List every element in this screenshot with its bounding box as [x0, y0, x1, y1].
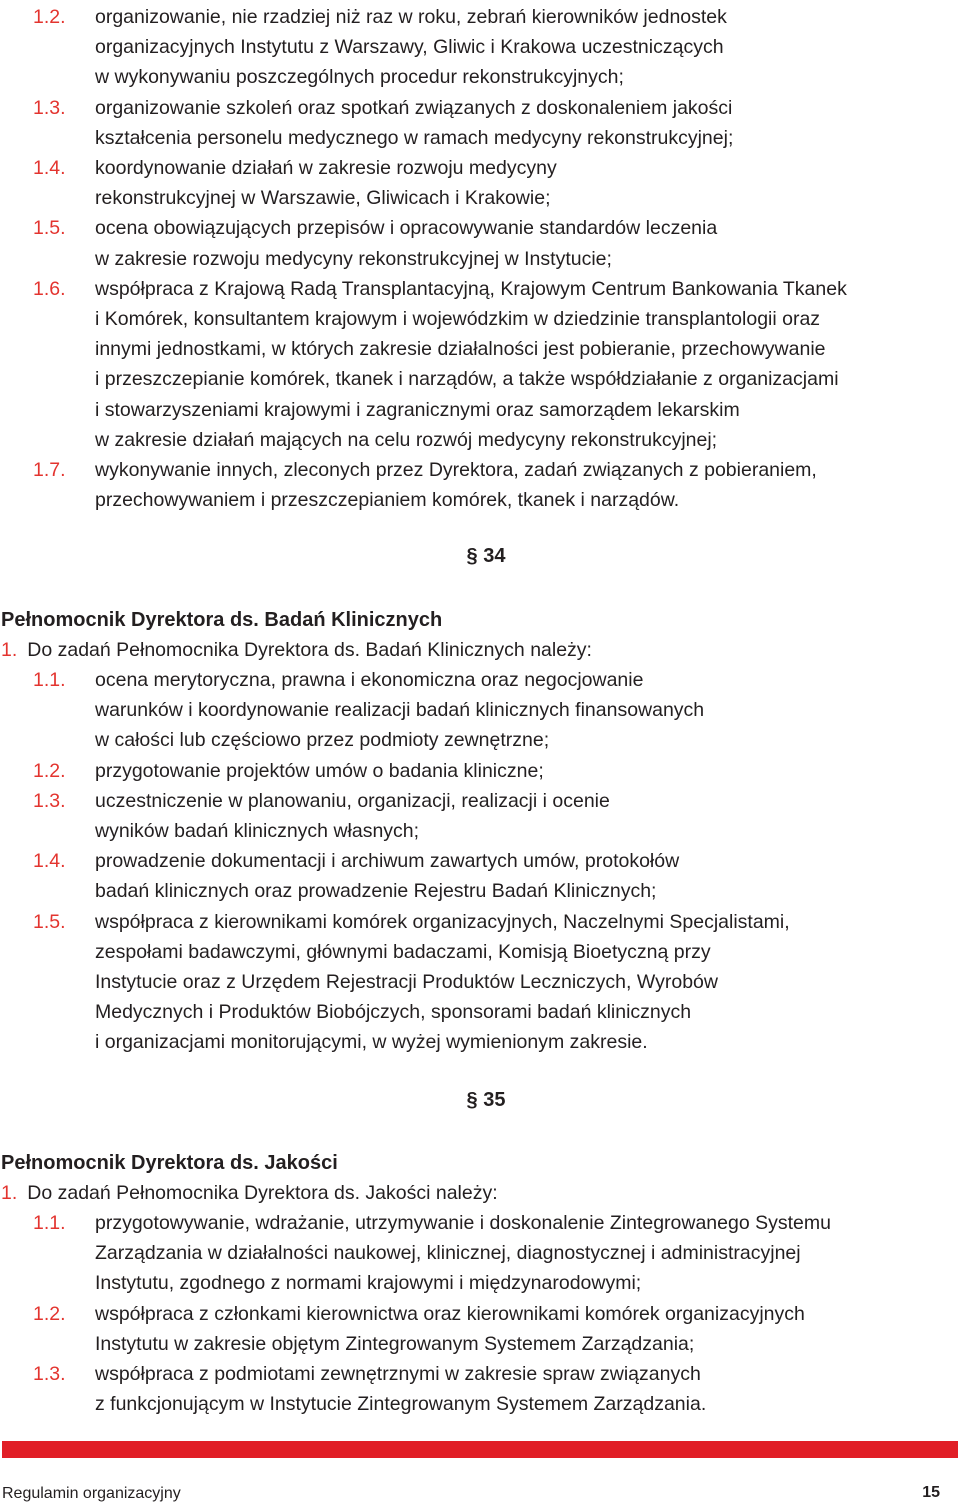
sub-text: Do zadań Pełnomocnika Dyrektora ds. Badań Klinicznych należy:: [27, 639, 592, 661]
item-number: 1.3.: [33, 96, 66, 119]
list-top: [0, 2, 960, 515]
list-item: [0, 1208, 960, 1299]
item-text: organizowanie, nie rzadziej niż raz w roku, zebrań kierowników jednostek organizacyjnych Instytutu z Warszawy, Gliwic i Krakowa uczestniczących w wykonywaniu poszczególnych procedur rekonstrukcyjnych;: [95, 6, 727, 89]
list-item: [0, 1359, 960, 1419]
item-number: 1.2.: [33, 6, 66, 28]
paragraph-34: [0, 545, 960, 568]
item-number: 1.6.: [33, 277, 66, 300]
section-subheading: [0, 635, 960, 665]
item-number: 1.3.: [33, 1363, 66, 1386]
item-text: uczestniczenie w planowaniu, organizacji, realizacji i ocenie wyników badań klinicznych własnych;: [95, 789, 610, 843]
item-text: ocena merytoryczna, prawna i ekonomiczna oraz negocjowanie warunków i koordynowanie realizacji badań klinicznych finansowanych w całości lub częściowo przez podmioty zewnętrzne;: [95, 669, 705, 752]
item-text: współpraca z podmiotami zewnętrznymi w zakresie spraw związanych z funkcjonującym w Instytucie Zintegrowanym Systemem Zarządzania.: [95, 1363, 707, 1416]
list-item: [0, 846, 960, 906]
list-item: [0, 786, 960, 846]
footer-title: Regulamin organizacyjny: [2, 1485, 181, 1502]
item-text: współpraca z członkami kierownictwa oraz kierownikami komórek organizacyjnych Instytutu w zakresie objętym Zintegrowanym Systemem Zarządzania;: [95, 1302, 805, 1355]
item-number: 1.3.: [33, 789, 66, 812]
list-item: [0, 153, 960, 213]
list-item: [0, 756, 960, 786]
list-item: [0, 907, 960, 1058]
list-item: [0, 1299, 960, 1359]
item-text: współpraca z Krajową Radą Transplantacyjną, Krajowym Centrum Bankowania Tkanek i Komórek, konsultantem krajowym i wojewódzkim w dziedzinie transplantologii oraz innymi jednostkami, w których zakresie działalności jest pobieranie, przechowywanie i przeszczepianie komórek, tkanek i narządów, a także współdziałanie z organizacjami i stowarzyszeniami krajowymi i zagranicznymi oraz samorządem lekarskim w zakresie działań mających na celu rozwój medycyny rekonstrukcyjnej;: [95, 277, 847, 451]
item-number: 1.1.: [33, 1212, 66, 1234]
section-heading: Pełnomocnik Dyrektora ds. Badań Klinicznych: [1, 609, 443, 631]
item-text: ocena obowiązujących przepisów i opracowywanie standardów leczenia w zakresie rozwoju medycyny rekonstrukcyjnej w Instytucie;: [95, 217, 718, 270]
page-number: 15: [922, 1484, 940, 1501]
item-text: przygotowywanie, wdrażanie, utrzymywanie i doskonalenie Zintegrowanego Systemu Zarządzania w działalności naukowej, klinicznej, diagnostycznej i administracyjnej Instytutu, zgodnego z normami krajowymi i międzynarodowymi;: [95, 1212, 831, 1295]
sub-number: 1.: [1, 1182, 18, 1204]
section-34: [0, 605, 960, 1058]
section-subheading: [0, 1178, 960, 1208]
section-35: [0, 1148, 960, 1419]
list-item: [0, 93, 960, 153]
item-number: 1.7.: [33, 459, 66, 482]
item-text: prowadzenie dokumentacji i archiwum zawartych umów, protokołów badań klinicznych oraz prowadzenie Rejestru Badań Klinicznych;: [95, 850, 680, 903]
list-item: [0, 2, 960, 93]
footer-bar: [2, 1441, 958, 1458]
item-text: wykonywanie innych, zleconych przez Dyrektora, zadań związanych z pobieraniem, przechowywaniem i przeszczepianiem komórek, tkanek i narządów.: [95, 459, 817, 512]
list-item: [0, 213, 960, 273]
paragraph-35: [0, 1089, 960, 1112]
list-item: [0, 274, 960, 455]
list-item: [0, 665, 960, 756]
sub-number: 1.: [1, 639, 18, 661]
item-text: koordynowanie działań w zakresie rozwoju medycyny rekonstrukcyjnej w Warszawie, Gliwicach i Krakowie;: [95, 157, 557, 210]
list-item: [0, 455, 960, 515]
item-number: 1.2.: [33, 759, 66, 782]
item-number: 1.4.: [33, 157, 66, 180]
section-heading: Pełnomocnik Dyrektora ds. Jakości: [1, 1152, 338, 1174]
item-text: organizowanie szkoleń oraz spotkań związanych z doskonaleniem jakości kształcenia personelu medycznego w ramach medycyny rekonstrukcyjnej;: [95, 96, 734, 149]
item-number: 1.5.: [33, 910, 66, 933]
paragraph-number: § 35: [466, 1089, 506, 1111]
item-text: przygotowanie projektów umów o badania kliniczne;: [95, 759, 544, 782]
item-number: 1.4.: [33, 850, 66, 873]
item-number: 1.2.: [33, 1302, 66, 1325]
paragraph-number: § 34: [466, 545, 506, 567]
item-number: 1.5.: [33, 217, 66, 240]
sub-text: Do zadań Pełnomocnika Dyrektora ds. Jakości należy:: [27, 1182, 498, 1204]
item-text: współpraca z kierownikami komórek organizacyjnych, Naczelnymi Specjalistami, zespołami badawczymi, głównymi badaczami, Komisją Bioetyczną przy Instytucie oraz z Urzędem Rejestracji Produktów Leczniczych, Wyrobów Medycznych i Produktów Biobójczych, sponsorami badań klinicznych i organizacjami monitorującymi, w wyżej wymienionym zakresie.: [95, 910, 790, 1054]
item-number: 1.1.: [33, 669, 66, 691]
